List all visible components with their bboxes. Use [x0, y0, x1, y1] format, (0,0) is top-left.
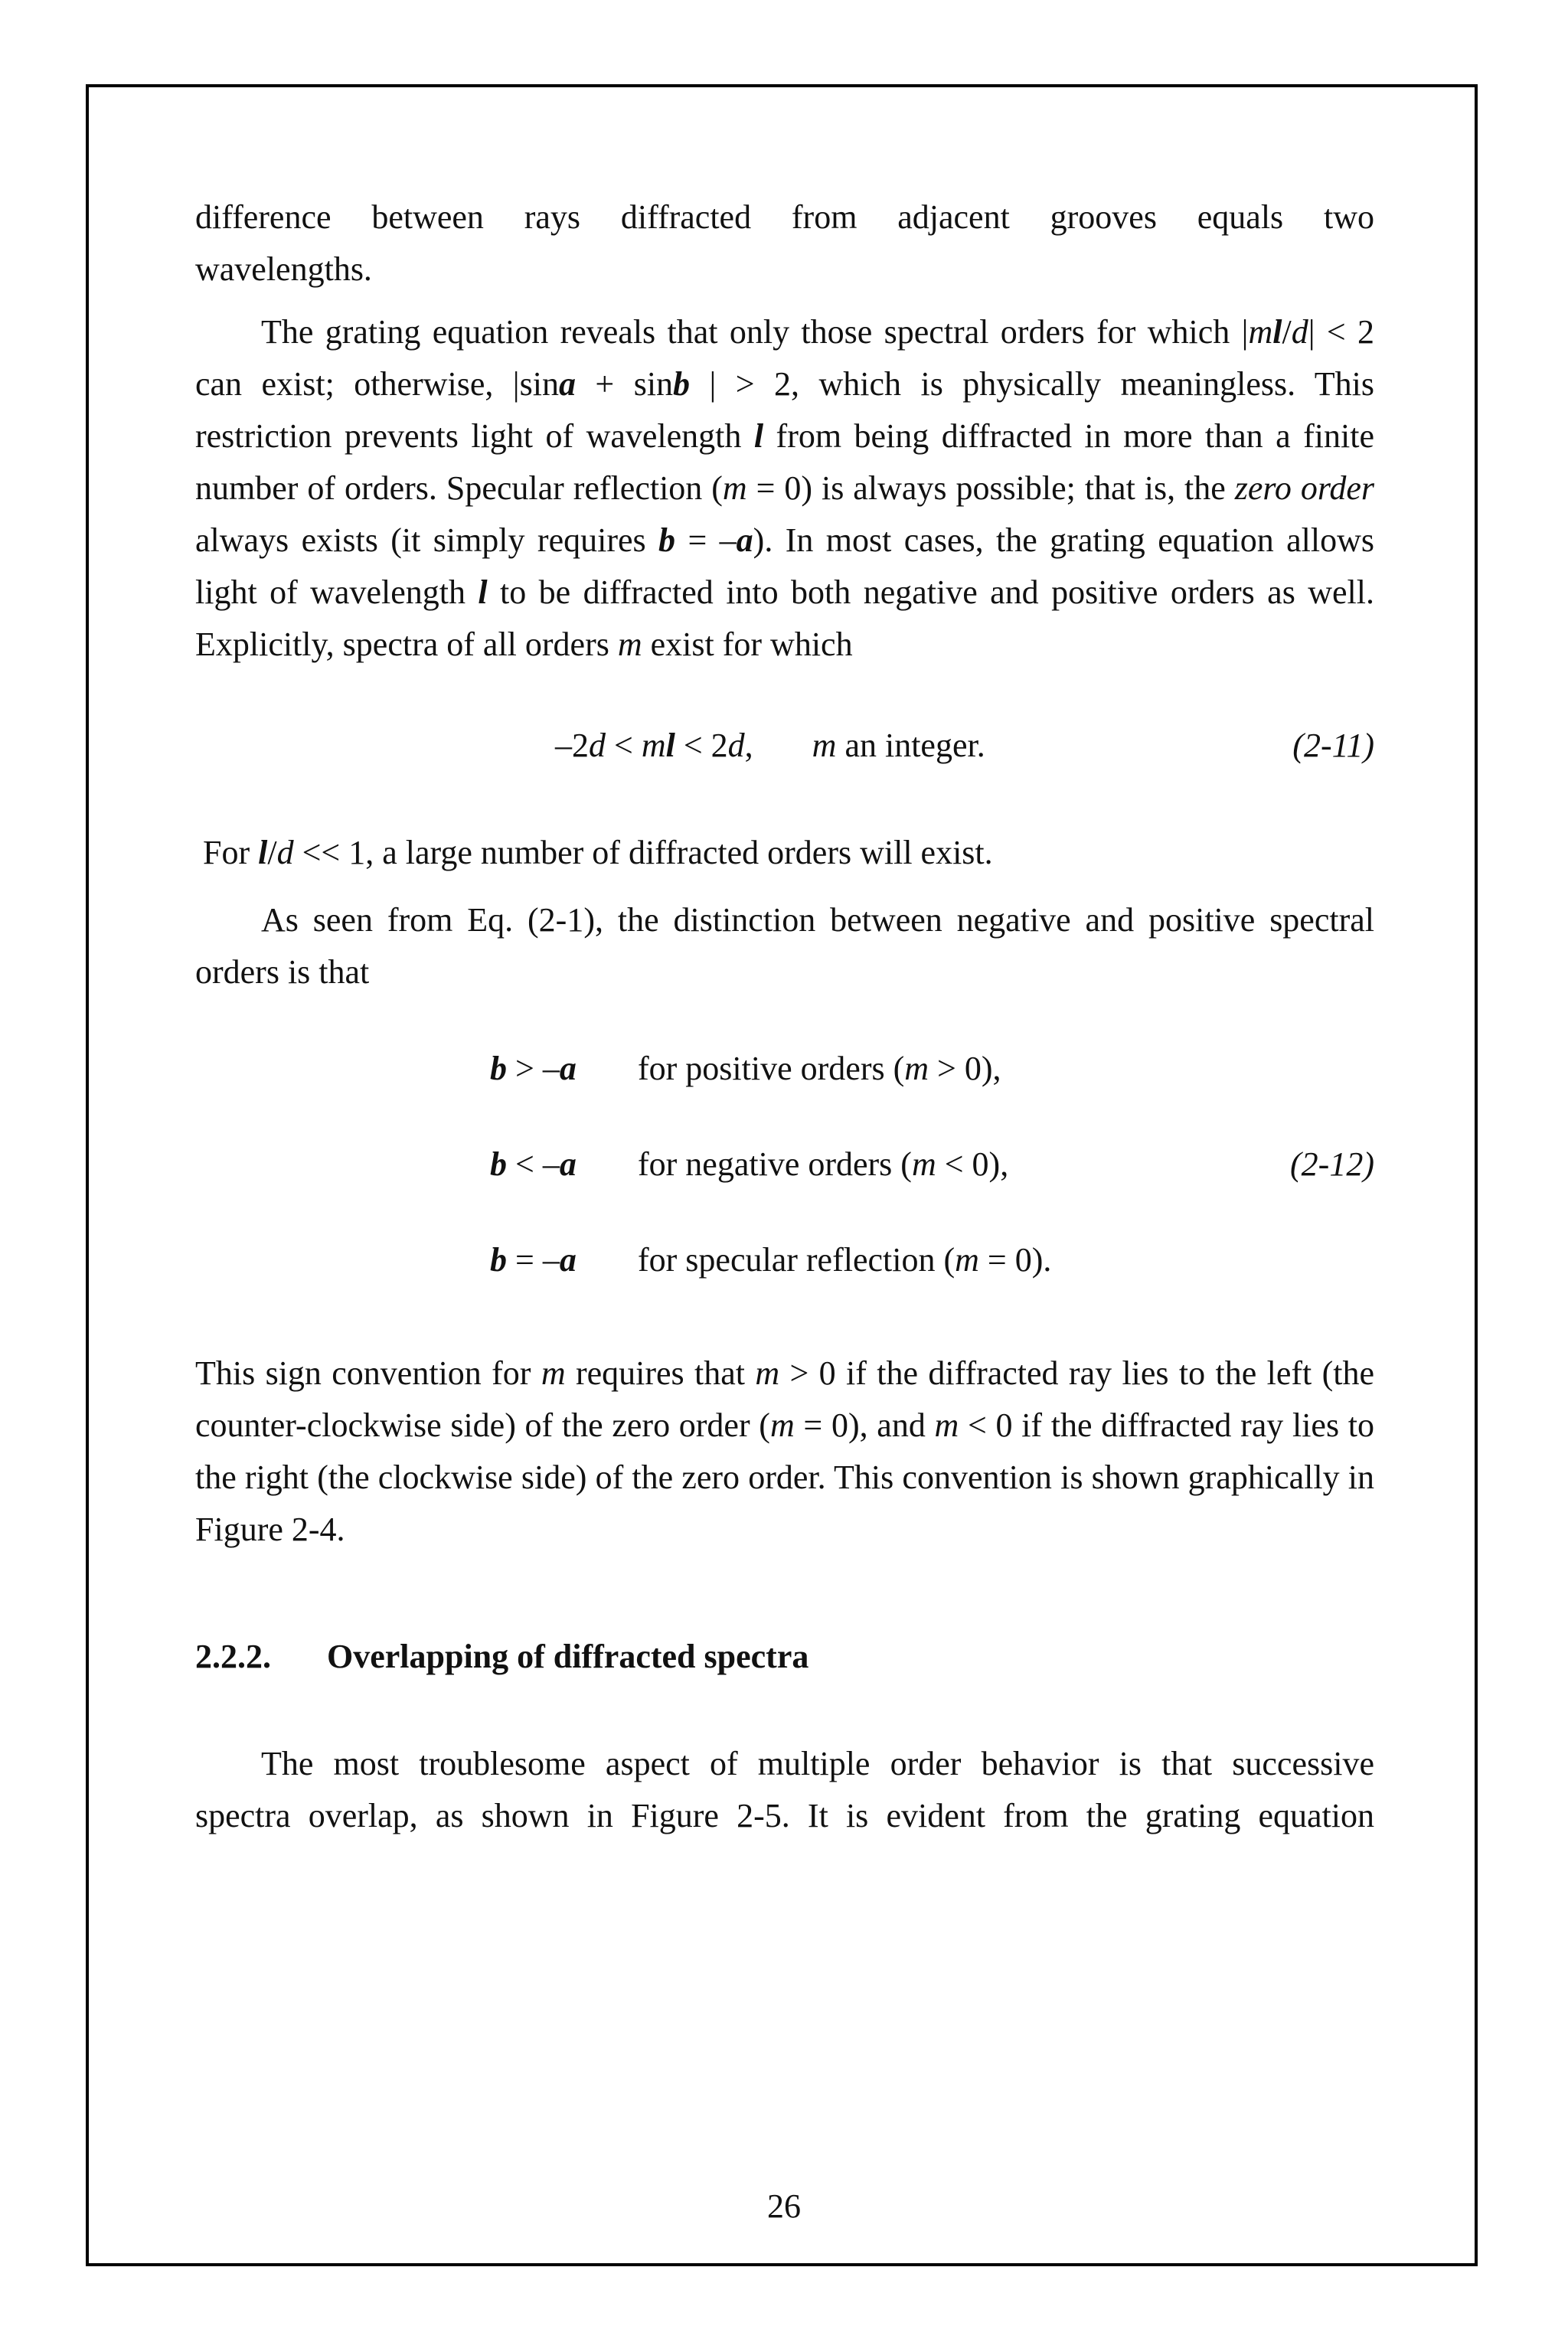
equation-2-12-row-negative: b < –a for negative orders (m < 0), (2-12): [195, 1138, 1374, 1191]
equation-number: (2-12): [1290, 1145, 1374, 1183]
section-heading: [195, 1631, 808, 1683]
section-number: 2.2.2.: [195, 1638, 271, 1675]
p1-line1: difference between rays diffracted from adjacent grooves equals two: [195, 198, 1374, 236]
paragraph-continuation: [195, 191, 1374, 296]
p6-line1: The most troublesome aspect of multiple order behavior is that successive: [261, 1745, 1374, 1782]
equation-2-11: –2d < ml < 2d, m an integer. (2-11): [195, 720, 1374, 772]
paragraph-large-orders: For l/d << 1, a large number of diffracted orders will exist.: [203, 834, 993, 871]
paragraph-sign-distinction: As seen from Eq. (2-1), the distinction between negative and positive spectral orders is that: [195, 901, 1374, 991]
equation-2-12-row-specular: b = –a for specular reflection (m = 0).: [490, 1241, 1052, 1279]
p1-line2: wavelengths.: [195, 250, 372, 288]
equation-number: (2-11): [1292, 727, 1374, 764]
p6-line2: spectra overlap, as shown in Figure 2-5. It is evident from the grating equation: [195, 1797, 1374, 1834]
paragraph-grating-orders: The grating equation reveals that only those spectral orders for which |ml/d| < 2 can exist; otherwise, |sina + sinb | > 2, which is physically meaningless. This restriction prevents light of wavelength l from being diffracted in more than a finite number of orders. Specular reflection (m = 0) is always possible; that is, the zero order always exists (it simply requires b = –a). In most cases, the grating equation allows light of wavelength l to be diffracted into both negative and positive orders as well. Explicitly, spectra of all orders m exist for which: [195, 313, 1375, 663]
paragraph-sign-convention: This sign convention for m requires that m > 0 if the diffracted ray lies to the left (the counter-clockwise side) of the zero order (m = 0), and m < 0 if the diffracted ray lies to the right (the clockwise side) of the zero order. This convention is shown graphically in Figure 2-4.: [195, 1354, 1375, 1548]
equation-2-12-row-positive: b > –a for positive orders (m > 0),: [490, 1050, 1001, 1087]
section-title: Overlapping of diffracted spectra: [327, 1638, 809, 1675]
paragraph-overlap: [195, 1738, 1374, 1842]
page-number: 26: [767, 2187, 801, 2225]
